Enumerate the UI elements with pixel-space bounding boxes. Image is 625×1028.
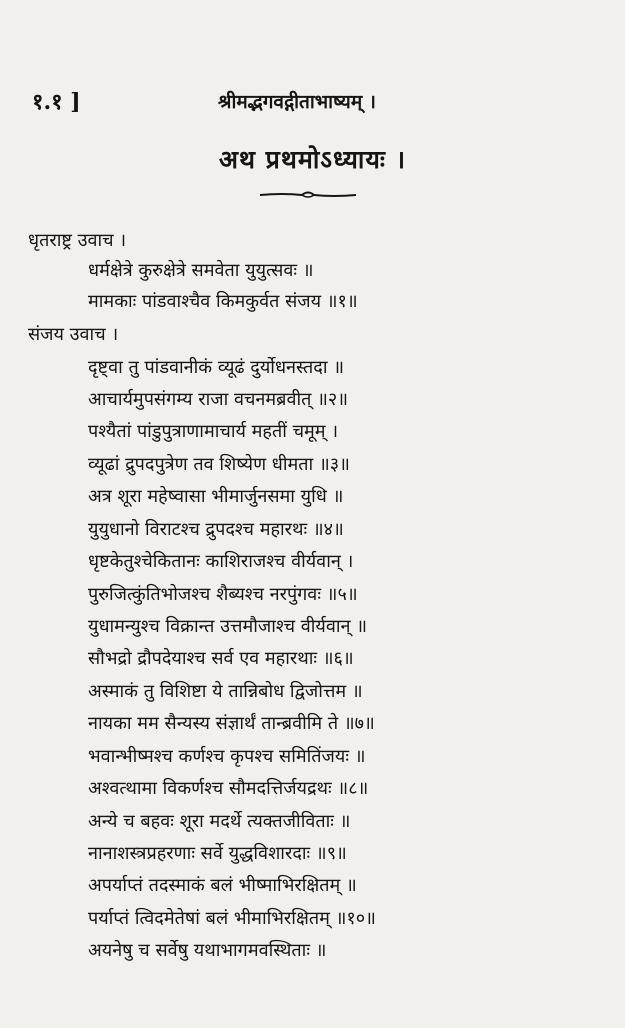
verse-line: सौभद्रो द्रौपदेयाश्च सर्व एव महारथाः ॥६॥ — [88, 648, 354, 669]
verse-line: अपर्याप्तं तदस्माकं बलं भीष्माभिरक्षितम् ॥ — [88, 875, 357, 896]
verse-line: युयुधानो विराटश्च द्रुपदश्च महारथः ॥४॥ — [88, 519, 344, 540]
verse-line: युधामन्युश्च विक्रान्त उत्तमौजाश्च वीर्यवान् ॥ — [88, 616, 367, 637]
verse-line: नानाशस्त्रप्रहरणाः सर्वे युद्धविशारदाः ॥९॥ — [88, 843, 347, 864]
speaker-sanjaya: संजय उवाच । — [28, 324, 119, 345]
running-head — [32, 86, 592, 118]
verse-line: आचार्यमुपसंगम्य राजा वचनमब्रवीत् ॥२॥ — [88, 389, 349, 410]
verse-line: पर्याप्तं त्विदमेतेषां बलं भीमाभिरक्षितम् ॥१०॥ — [88, 908, 376, 929]
verse-line: अस्माकं तु विशिष्टा ये तान्निबोध द्विजोत्तम ॥ — [88, 681, 363, 702]
chapter-title: अथ प्रथमोऽध्यायः । — [218, 145, 407, 174]
verse-line: मामकाः पांडवाश्चैव किमकुर्वत संजय ॥१॥ — [88, 291, 358, 312]
verse-line: अश्वत्थामा विकर्णश्च सौमदत्तिर्जयद्रथः ॥८॥ — [88, 778, 369, 799]
verse-line: पुरुजित्कुंतिभोजश्च शैब्यश्च नरपुंगवः ॥५॥ — [88, 584, 358, 605]
verse-line: नायका मम सैन्यस्य संज्ञार्थं तान्ब्रवीमि ते ॥७॥ — [88, 713, 375, 734]
verse-line: व्यूढां द्रुपदपुत्रेण तव शिष्येण धीमता ॥३॥ — [88, 454, 350, 475]
ornament-divider-icon — [258, 188, 358, 202]
verse-line: पश्यैतां पांडुपुत्राणामाचार्य महतीं चमूम् । — [88, 421, 339, 442]
book-title: श्रीमद्भगवद्गीताभाष्यम् । — [218, 91, 377, 113]
verse-line: अयनेषु च सर्वेषु यथाभागमवस्थिताः ॥ — [88, 940, 327, 961]
verse-reference: १.१ ] — [32, 89, 81, 115]
verse-line: दृष्ट्वा तु पांडवानीकं व्यूढं दुर्योधनस्तदा ॥ — [88, 357, 344, 378]
speaker-dhritarashtra: धृतराष्ट्र उवाच । — [28, 230, 127, 251]
verse-line: अन्ये च बहवः शूरा मदर्थे त्यक्तजीविताः ॥ — [88, 811, 351, 832]
verse-line: भवान्भीष्मश्च कर्णश्च कृपश्च समितिंजयः ॥ — [88, 746, 366, 767]
verse-line: धर्मक्षेत्रे कुरुक्षेत्रे समवेता युयुत्सवः ॥ — [88, 260, 314, 281]
verse-line: अत्र शूरा महेष्वासा भीमार्जुनसमा युधि ॥ — [88, 486, 344, 507]
verse-line: धृष्टकेतुश्चेकितानः काशिराजश्च वीर्यवान् । — [88, 551, 354, 572]
